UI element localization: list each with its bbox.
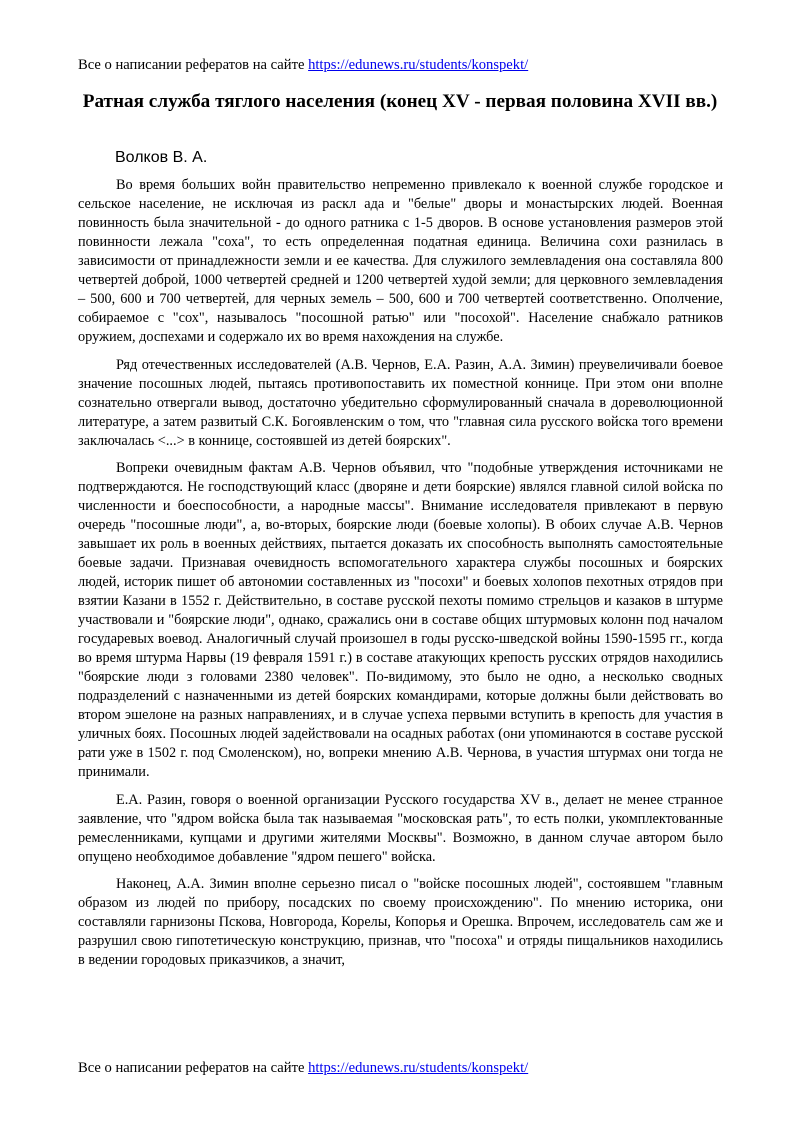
paragraph: Вопреки очевидным фактам А.В. Чернов объявил, что "подобные утверждения источниками не подтверждаются. Не господствующий класс (дворяне и дети боярские) являлся главной силой войска по численности и боеспособности, а народные массы". Внимание исследователя привлекают в первую очередь "посошные люди", а, во-вторых, боярские люди (боевые холопы). В обоих случае А.В. Чернов завышает их роль в военных действиях, пытается доказать их способность выполнять самостоятельные боевые задачи. Признавая очевидность вспомогательного характера службы посошных и боярских людей, историк пишет об автономии составленных из "посохи" и боевых холопов пехотных отрядов при взятии Казани в 1552 г. Действительно, в составе русской пехоты помимо стрельцов и казаков в штурме участвовали и "боярские люди", однако, сражались они в составе общих штурмовых колонн под началом государевых воевод. Аналогичный случай произошел в годы русско-шведской войны 1590-1595 гг., когда во время штурма Нарвы (19 февраля 1591 г.) в составе атакующих крепость русских отрядов находились "боярские люди з головами 2380 человек". По-видимому, это было не одно, а несколько сводных подразделений с назначенными из детей боярских командирами, которые должны были действовать во втором эшелоне на разных направлениях, и в случае успеха первыми вступить в крепость для участия в уличных боях. Посошных людей задействовали на осадных работах (они упоминаются в составе русской рати уже в 1502 г. под Смоленском), но, вопреки мнению А.В. Чернова, в участия штурмах они тогда не принимали. <box>78 460 723 780</box>
document-body <box>78 176 723 979</box>
page-footer <box>78 1059 528 1077</box>
author-name: Волков В. А. <box>115 149 208 166</box>
page-header <box>78 56 528 74</box>
footer-link[interactable]: https://edunews.ru/students/konspekt/ <box>308 1060 529 1076</box>
document-title: Ратная служба тяглого населения (конец XV - первая половина XVII вв.) <box>82 91 718 112</box>
header-link[interactable]: https://edunews.ru/students/konspekt/ <box>308 57 529 73</box>
footer-text: Все о написании рефератов на сайте <box>78 1060 309 1076</box>
paragraph: Во время больших войн правительство непременно привлекало к военной службе городское и сельское население, не исключая из раскл ада и "белые" дворы и монастырских людей. Военная повинность была значительной - до одного ратника с 1-5 дворов. В основе установления размеров этой повинности лежала "соха", то есть определенная податная единица. Величина сохи разнилась в зависимости от принадлежности земли и ее качества. Для служилого землевладения она составляла 800 четвертей доброй, 1000 четвертей средней и 1200 четвертей худой земли; для церковного землевладения – 500, 600 и 700 четвертей, для черных земель – 500, 600 и 700 четвертей соответственно. Ополчение, собираемое с "сох", называлось "посошной ратью" или "посохой". Население снабжало ратников оружием, доспехами и содержало их во время нахождения на службе. <box>78 177 723 345</box>
paragraph: Е.А. Разин, говоря о военной организации Русского государства XV в., делает не менее странное заявление, что "ядром войска была так называемая "московская рать", то есть полки, укомплектованные ремесленниками, купцами и другими жителями Москвы". Возможно, в данном случае автором было опущено необходимое добавление "ядром пешего" войска. <box>78 791 723 865</box>
paragraph: Ряд отечественных исследователей (А.В. Чернов, Е.А. Разин, А.А. Зимин) преувеличивали боевое значение посошных людей, пытаясь противопоставить их поместной коннице. При этом они вполне сознательно отвергали вывод, достаточно убедительно сформулированный сначала в дореволюционной литературе, а затем развитый С.К. Богоявленским о том, что "главная сила русского войска того времени заключалась <...> в коннице, состоявшей из детей боярских". <box>78 356 723 449</box>
header-text: Все о написании рефератов на сайте <box>78 57 309 73</box>
paragraph: Наконец, А.А. Зимин вполне серьезно писал о "войске посошных людей", состоявшем "главным образом из людей по прибору, посадских по своему происхождению". По мнению историка, они составляли гарнизоны Пскова, Новгорода, Корелы, Копорья и Орешка. Впрочем, исследователь сам же и разрушил свою гипотетическую конструкцию, признав, что "посоха" и отряды пищальников находились в ведении городовых приказчиков, а значит, <box>78 876 723 968</box>
